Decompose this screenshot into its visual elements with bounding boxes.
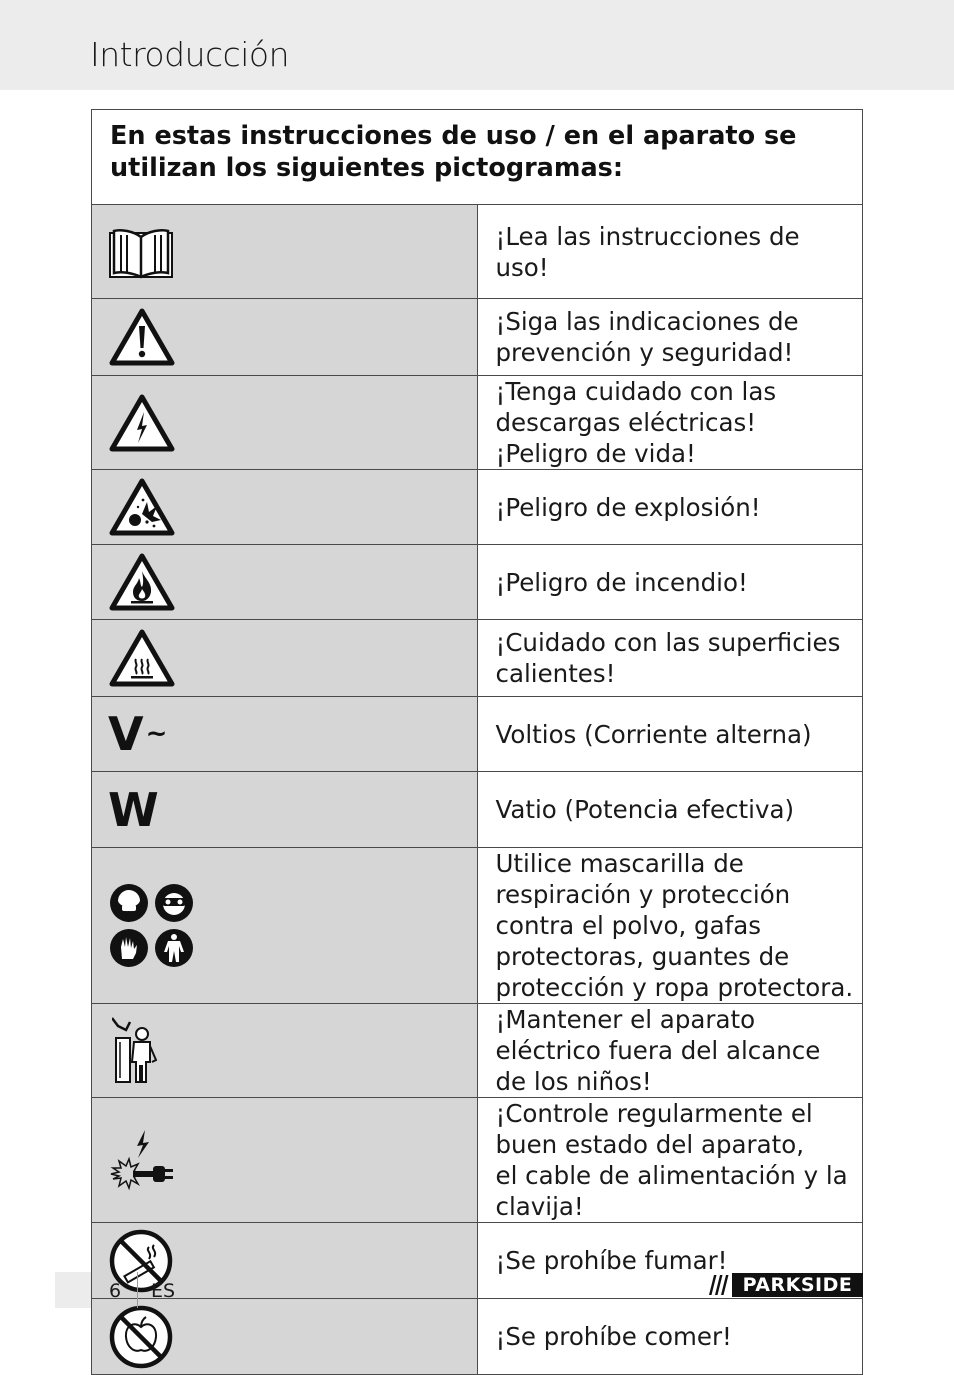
damaged-cable-icon [109,1128,175,1192]
row-text: ¡Se prohíbe fumar! [495,1246,728,1275]
protective-gloves-icon [109,928,149,968]
warning-exclamation-icon [109,308,175,366]
row-text: ¡Mantener el aparato eléctrico fuera del alcance [495,1005,821,1065]
fire-warning-icon [109,553,175,611]
row-text: ¡Tenga cuidado con las descargas eléctricas! [495,377,777,437]
volts-ac-icon: V ~ [108,707,168,761]
row-text: Utilice mascarilla de respiración y protección contra el polvo, gafas protectoras, guantes de protección y ropa protectora. [495,849,854,1002]
electric-shock-warning-icon [109,394,175,452]
hot-surface-warning-icon [109,629,175,687]
logo-slashes-icon [704,1273,732,1297]
table-row [92,545,863,620]
table-row [92,620,863,697]
protective-clothing-icon [154,928,194,968]
pictogram-table [91,109,863,1375]
row-text: Voltios (Corriente alterna) [495,719,812,749]
book-icon [109,225,173,279]
language-code: ES [151,1280,176,1302]
table-row [92,376,863,470]
row-text: ¡Controle regularmente el buen estado del aparato, [495,1099,813,1159]
page-title: Introducción [90,35,290,74]
row-text: Vatio (Potencia efectiva) [495,795,795,824]
row-text: ¡Lea las instrucciones de uso! [495,221,800,282]
row-text: ¡Se prohíbe comer! [495,1322,732,1351]
row-text: ¡Peligro de explosión! [495,492,761,522]
table-row [92,1098,863,1223]
explosion-warning-icon [109,478,175,536]
table-row [92,1299,863,1375]
table-row [92,205,863,299]
watt-icon: W [108,782,159,837]
row-text: ¡Cuidado con las superficies calientes! [495,628,841,688]
table-row [92,470,863,545]
table-row [92,1004,863,1098]
table-heading: En estas instrucciones de uso / en el aparato se utilizan los siguientes pictogramas: [92,110,863,205]
parkside-logo [704,1273,863,1297]
brand-name: PARKSIDE [732,1273,863,1297]
row-text: de los niños! [495,1067,652,1096]
footer-band [55,1272,91,1308]
table-row [92,848,863,1004]
page-number: 6 [109,1280,122,1302]
safety-goggles-icon [154,883,194,923]
table-row [92,697,863,772]
protective-equipment-icons [92,883,477,968]
no-eating-icon [109,1305,173,1369]
keep-away-from-children-icon [112,1016,162,1086]
row-text: ¡Peligro de incendio! [495,567,748,597]
table-row [92,772,863,848]
row-text: ¡Peligro de vida! [495,439,696,468]
row-text: el cable de alimentación y la clavija! [495,1161,848,1221]
table-row [92,299,863,376]
respirator-mask-icon [109,883,149,923]
row-text: ¡Siga las indicaciones de prevención y seguridad! [495,307,799,367]
footer-divider [137,1272,138,1308]
